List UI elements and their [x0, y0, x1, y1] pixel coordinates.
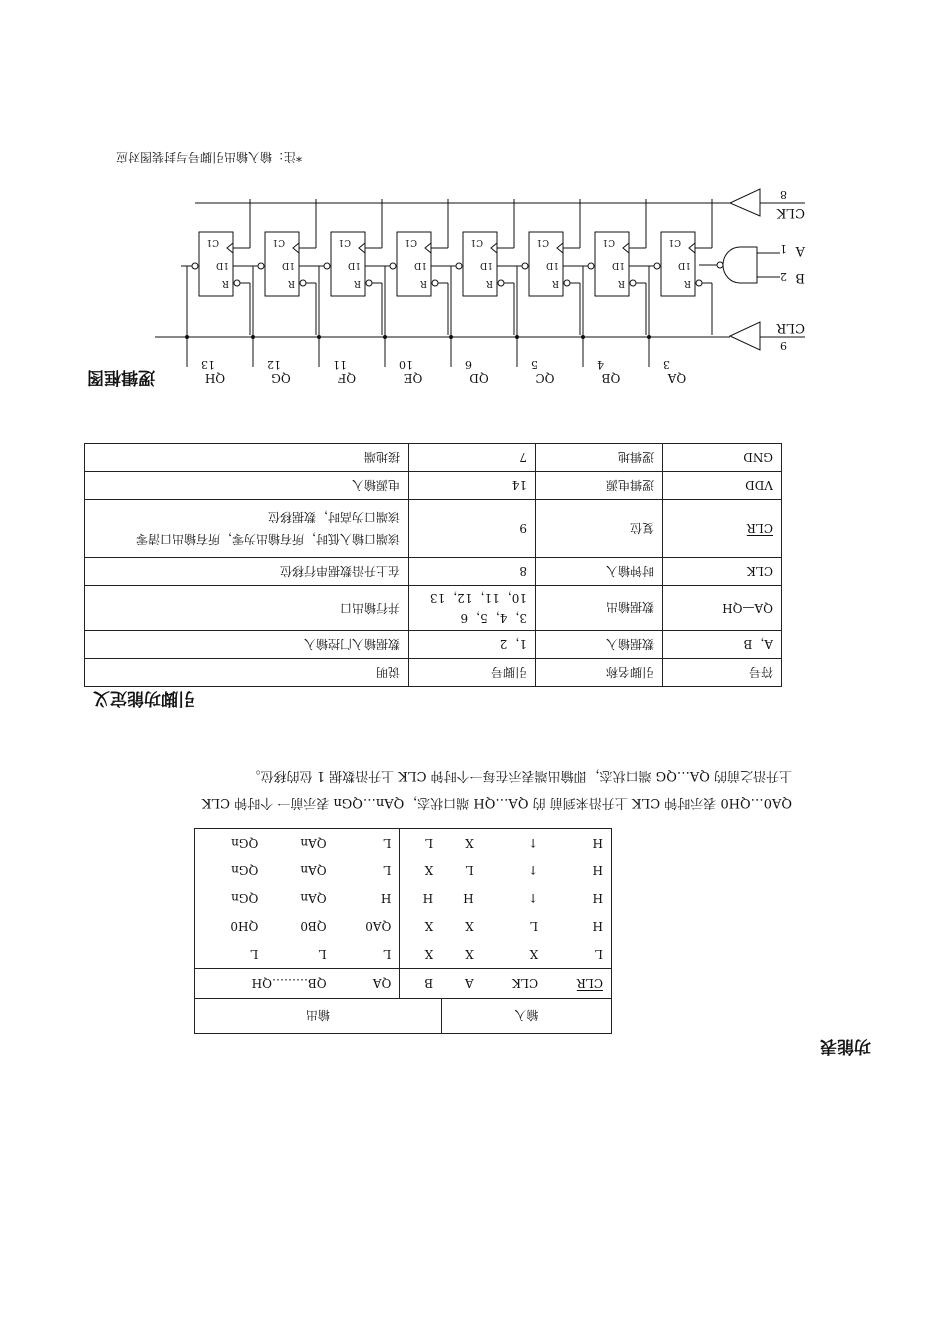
pin-name-text: 逻辑电源 [605, 478, 654, 492]
ff-r-label: R [684, 278, 691, 288]
pin-number-line: 3，4，5，6 [460, 611, 527, 625]
function-table-cell: QAn [300, 891, 327, 906]
ff-reset-bubble [564, 280, 570, 286]
pin-description [85, 444, 409, 472]
footnote: *注：输入输出引脚号与封装图对应 [115, 150, 302, 164]
ff-c-label: C1 [668, 237, 681, 247]
function-table-cell: L [383, 947, 392, 962]
ff-c-label: C1 [536, 237, 549, 247]
ff-d-label: 1D [678, 260, 691, 270]
pin-name-text: 时钟输入 [605, 564, 654, 578]
pin-number-line: 1，2 [499, 637, 527, 652]
ff-c-label: C1 [272, 237, 285, 247]
ff-output-bubble [456, 263, 462, 269]
pin-name-text: 逻辑地 [617, 450, 654, 464]
pin-table-row [85, 586, 782, 631]
logic-diagram-heading: 逻辑框图 [87, 367, 155, 387]
ff-d-label: 1D [216, 260, 229, 270]
output-name-label: QG [271, 371, 291, 385]
pin-description [85, 472, 409, 500]
pin-name [536, 500, 663, 558]
pin-symbol-text: A，B [743, 637, 773, 651]
ff-reset-bubble [432, 280, 438, 286]
function-table [194, 828, 612, 1034]
output-name-label: QF [337, 371, 357, 385]
function-table-cell: X [400, 857, 441, 885]
output-name-label: QC [535, 371, 555, 385]
function-table-cell: H [463, 891, 474, 906]
pin-table-row [85, 631, 782, 659]
ft-h-b: B [400, 969, 441, 999]
bus-junction-dot [449, 335, 453, 339]
pt-h-pin: 引脚号 [409, 659, 536, 687]
function-table-cell: QH0 [195, 913, 267, 941]
pin-description [85, 631, 409, 659]
function-table-cell: QA0 [365, 919, 392, 934]
pt-h-name: 引脚名称 [536, 659, 663, 687]
ff-c-label: C1 [338, 237, 351, 247]
pin-table [84, 443, 782, 687]
pin-symbol-text: $\overline{CLR}$ [746, 521, 773, 536]
pt-h-desc: 说明 [85, 659, 409, 687]
function-table-row [195, 885, 612, 913]
pin-symbol-text: QA—QH [722, 601, 773, 615]
ff-r-label: R [354, 278, 361, 288]
a-pin-label: 1 [780, 242, 787, 255]
pin-description-line: 在上升沿数据串行移位 [279, 564, 400, 579]
ff-r-label: R [552, 278, 559, 288]
function-table-cell: ↑ [528, 863, 539, 878]
function-table-cell: X [465, 947, 474, 962]
ff-output-bubble [258, 263, 264, 269]
bus-junction-dot [317, 335, 321, 339]
function-table-cell: L [318, 947, 327, 962]
ff-d-label: 1D [414, 260, 427, 270]
pin-name [536, 444, 663, 472]
pin-description-line: 该端口为高时，数据移位 [267, 510, 400, 525]
group-output: 输出 [195, 999, 442, 1034]
pin-description-line: 电源输入 [351, 478, 400, 493]
output-pin-label: 3 [663, 358, 670, 371]
function-table-cell: ↑ [482, 829, 546, 857]
output-pin-label: 12 [267, 358, 281, 371]
output-pin-label: 10 [399, 358, 413, 371]
function-table-cell: L [400, 829, 441, 857]
function-table-cell: H [546, 913, 611, 941]
ff-reset-bubble [498, 280, 504, 286]
ff-d-label: 1D [480, 260, 493, 270]
pin-table-row [85, 500, 782, 558]
and-inversion-bubble [717, 262, 723, 268]
pin-description-line: 该端口输入低时，所有输出为零，所有输出口清零 [135, 532, 400, 547]
output-pin-label: 5 [531, 358, 538, 371]
function-table-row [195, 829, 612, 857]
pin-symbol [663, 472, 782, 500]
and-gate-icon [723, 247, 757, 283]
function-table-cell: L [383, 863, 392, 878]
pin-symbol-text: VDD [745, 478, 773, 493]
pin-table-row [85, 444, 782, 472]
output-pin-label: 11 [333, 358, 347, 371]
output-name-label: QD [469, 371, 489, 385]
pin-name [536, 586, 663, 631]
ft-h-a: A [441, 969, 482, 999]
pin-number-line: 8 [519, 564, 527, 579]
ff-output-bubble [192, 263, 198, 269]
output-pin-label: 6 [465, 358, 472, 371]
function-table-cell: L [195, 941, 267, 969]
function-table-row [195, 913, 612, 941]
pin-symbol [663, 631, 782, 659]
function-table-cell: H [400, 885, 441, 913]
ft-h-clr: $\overline{CLR}$ [576, 976, 603, 991]
clr-buffer-icon [730, 322, 760, 350]
function-table-cell: H [546, 829, 611, 857]
function-table-cell: X [400, 941, 441, 969]
pin-description-line: 数据输入门控输入 [303, 637, 400, 652]
ff-d-label: 1D [546, 260, 559, 270]
clk-pin-label: 8 [780, 188, 787, 201]
function-table-header [195, 969, 612, 999]
function-table-cell: QGn [195, 829, 267, 857]
function-table-cell: QGn [195, 857, 267, 885]
pin-name [536, 631, 663, 659]
output-pin-label: 13 [201, 358, 215, 371]
function-table-row [195, 857, 612, 885]
b-pin-label: 2 [780, 270, 787, 283]
ff-output-bubble [654, 263, 660, 269]
pin-name-text: 数据输出 [605, 600, 654, 615]
ff-r-label: R [420, 278, 427, 288]
bus-junction-dot [647, 335, 651, 339]
pin-numbers [409, 500, 536, 558]
output-name-label: QB [601, 371, 621, 385]
pin-name [536, 558, 663, 586]
clr-pin-label: 9 [780, 339, 787, 352]
pin-symbol [663, 444, 782, 472]
pin-symbol-text: GND [743, 450, 773, 465]
ff-reset-bubble [234, 280, 240, 286]
pin-numbers [409, 586, 536, 631]
ft-h-clk: CLK [482, 969, 546, 999]
pin-definition-heading: 引脚功能定义 [93, 688, 195, 708]
pin-description [85, 500, 409, 558]
function-table-cell: ↑ [528, 891, 539, 906]
ff-r-label: R [288, 278, 295, 288]
ff-reset-bubble [366, 280, 372, 286]
pin-symbol [663, 586, 782, 631]
ff-c-label: C1 [206, 237, 219, 247]
clk-input-label: CLK [776, 205, 805, 220]
pin-description [85, 586, 409, 631]
pin-table-header [85, 659, 782, 687]
bus-junction-dot [251, 335, 255, 339]
ff-output-bubble [390, 263, 396, 269]
pin-symbol [663, 558, 782, 586]
function-table-cell: X [441, 829, 482, 857]
pin-name [536, 472, 663, 500]
ff-c-label: C1 [404, 237, 417, 247]
pin-numbers [409, 558, 536, 586]
function-table-cell: QAn [300, 863, 327, 878]
ff-output-bubble [588, 263, 594, 269]
ff-r-label: R [222, 278, 229, 288]
pin-description [85, 558, 409, 586]
pin-name-text: 复位 [629, 521, 654, 535]
pin-symbol-text: CLK [746, 564, 773, 579]
ff-d-label: 1D [612, 260, 625, 270]
bus-junction-dot [383, 335, 387, 339]
function-table-heading: 功能表 [820, 1036, 871, 1056]
ff-reset-bubble [300, 280, 306, 286]
function-table-cell: L [335, 829, 400, 857]
bus-junction-dot [581, 335, 585, 339]
function-table-cell: H [380, 891, 392, 906]
pin-number-line: 14 [511, 478, 527, 493]
clr-input-label: CLR [776, 320, 805, 335]
function-table-cell: QB0 [300, 919, 327, 934]
ff-c-label: C1 [470, 237, 483, 247]
pin-description-line: 接地端 [363, 450, 400, 465]
a-input-label: A [795, 243, 805, 258]
pin-numbers [409, 472, 536, 500]
ff-reset-bubble [630, 280, 636, 286]
pin-number-line: 7 [519, 450, 527, 465]
function-table-cell: L [546, 941, 611, 969]
ff-r-label: R [618, 278, 625, 288]
pin-table-row [85, 472, 782, 500]
bus-junction-dot [515, 335, 519, 339]
group-input: 输入 [441, 999, 611, 1034]
function-table-cell: H [546, 857, 611, 885]
function-table-cell: X [400, 913, 441, 941]
ff-output-bubble [522, 263, 528, 269]
function-table-cell: X [529, 947, 539, 962]
pin-numbers [409, 631, 536, 659]
bus-junction-dot [185, 335, 189, 339]
pin-numbers [409, 444, 536, 472]
b-input-label: B [795, 270, 805, 285]
pin-description-line: 并行输出口 [339, 601, 400, 615]
output-name-label: QE [403, 371, 423, 385]
pin-table-row [85, 558, 782, 586]
function-table-cell: L [530, 919, 539, 934]
pt-h-symbol: 符号 [663, 659, 782, 687]
ff-d-label: 1D [348, 260, 361, 270]
ff-output-bubble [324, 263, 330, 269]
ft-h-qa: QA [335, 969, 400, 999]
output-name-label: QH [204, 371, 226, 385]
pin-number-line: 9 [519, 521, 527, 536]
note-line-2: 上升沿之前的 QA…QG 端口状态，即输出端表示在每一个时钟 CLK 上升沿数据 1 位的移位。 [247, 768, 792, 783]
output-name-label: QA [667, 371, 687, 385]
function-table-cell: QAn [266, 829, 334, 857]
ff-d-label: 1D [282, 260, 295, 270]
ft-h-qb-qh: QB………QH [195, 969, 335, 999]
function-table-cell: QGn [195, 885, 267, 913]
note-line-1: QA0…QH0 表示时钟 CLK 上升沿来到前 的 QA…QH 端口状态，QAn…QGn 表示前一 个时钟 CLK [201, 795, 792, 810]
ff-c-label: C1 [602, 237, 615, 247]
function-table-cell: H [546, 885, 611, 913]
output-pin-label: 4 [597, 358, 604, 371]
function-table-row [195, 941, 612, 969]
function-table-cell: L [465, 863, 474, 878]
pin-name-text: 数据输入 [605, 637, 654, 651]
pin-symbol [663, 500, 782, 558]
function-table-cell: X [465, 919, 474, 934]
ff-reset-bubble [696, 280, 702, 286]
clk-buffer-icon [730, 189, 760, 216]
ff-r-label: R [486, 278, 493, 288]
pin-number-line: 10，11，12，13 [429, 591, 527, 605]
